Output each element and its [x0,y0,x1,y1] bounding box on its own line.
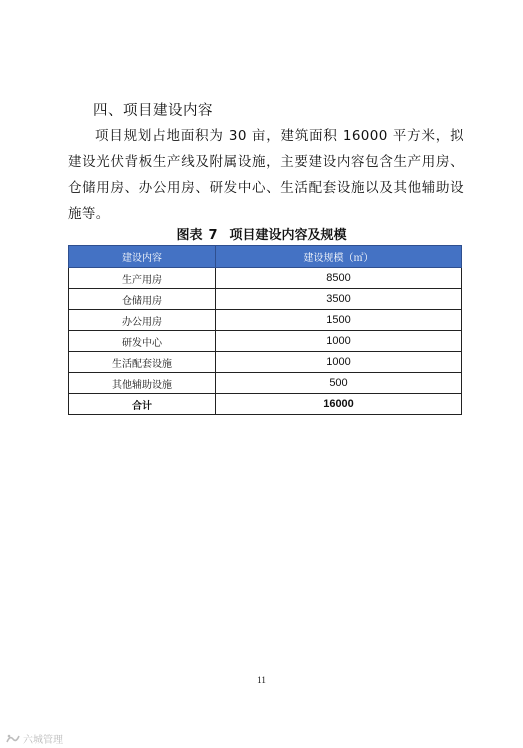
row-value: 3500 [216,289,462,310]
watermark-text: 六城管理 [23,735,63,746]
row-item: 生产用房 [69,268,216,289]
table-row [69,373,462,394]
table-row [69,331,462,352]
section-heading: 四、项目建设内容 [93,103,213,119]
watermark-logo-icon [6,733,20,745]
table-total-row [69,394,462,415]
header-item: 建设内容 [69,246,216,268]
row-item: 仓储用房 [69,289,216,310]
row-item: 研发中心 [69,331,216,352]
total-value: 16000 [216,394,462,415]
header-scale: 建设规模（㎡） [216,246,462,268]
total-label: 合计 [69,394,216,415]
body-paragraph: 项目规划占地面积为 30 亩，建筑面积 16000 平方米，拟建设光伏背板生产线及附属设施，主要建设内容包含生产用房、仓储用房、办公用房、研发中心、生活配套设施以及其他辅助设施等。 [68,128,464,222]
table-row [69,289,462,310]
row-item: 办公用房 [69,310,216,331]
watermark [6,731,63,746]
row-value: 8500 [216,268,462,289]
table-row [69,268,462,289]
caption-label: 图表 [176,228,203,243]
page-number: 11 [257,675,266,685]
row-item: 生活配套设施 [69,352,216,373]
table-header-row [69,246,462,268]
row-item: 其他辅助设施 [69,373,216,394]
caption-title: 项目建设内容及规模 [229,228,347,243]
row-value: 1000 [216,331,462,352]
construction-table [68,245,462,415]
row-value: 1500 [216,310,462,331]
row-value: 500 [216,373,462,394]
table-row [69,352,462,373]
caption-number: 7 [208,228,218,243]
table-caption [0,224,523,243]
table-row [69,310,462,331]
row-value: 1000 [216,352,462,373]
